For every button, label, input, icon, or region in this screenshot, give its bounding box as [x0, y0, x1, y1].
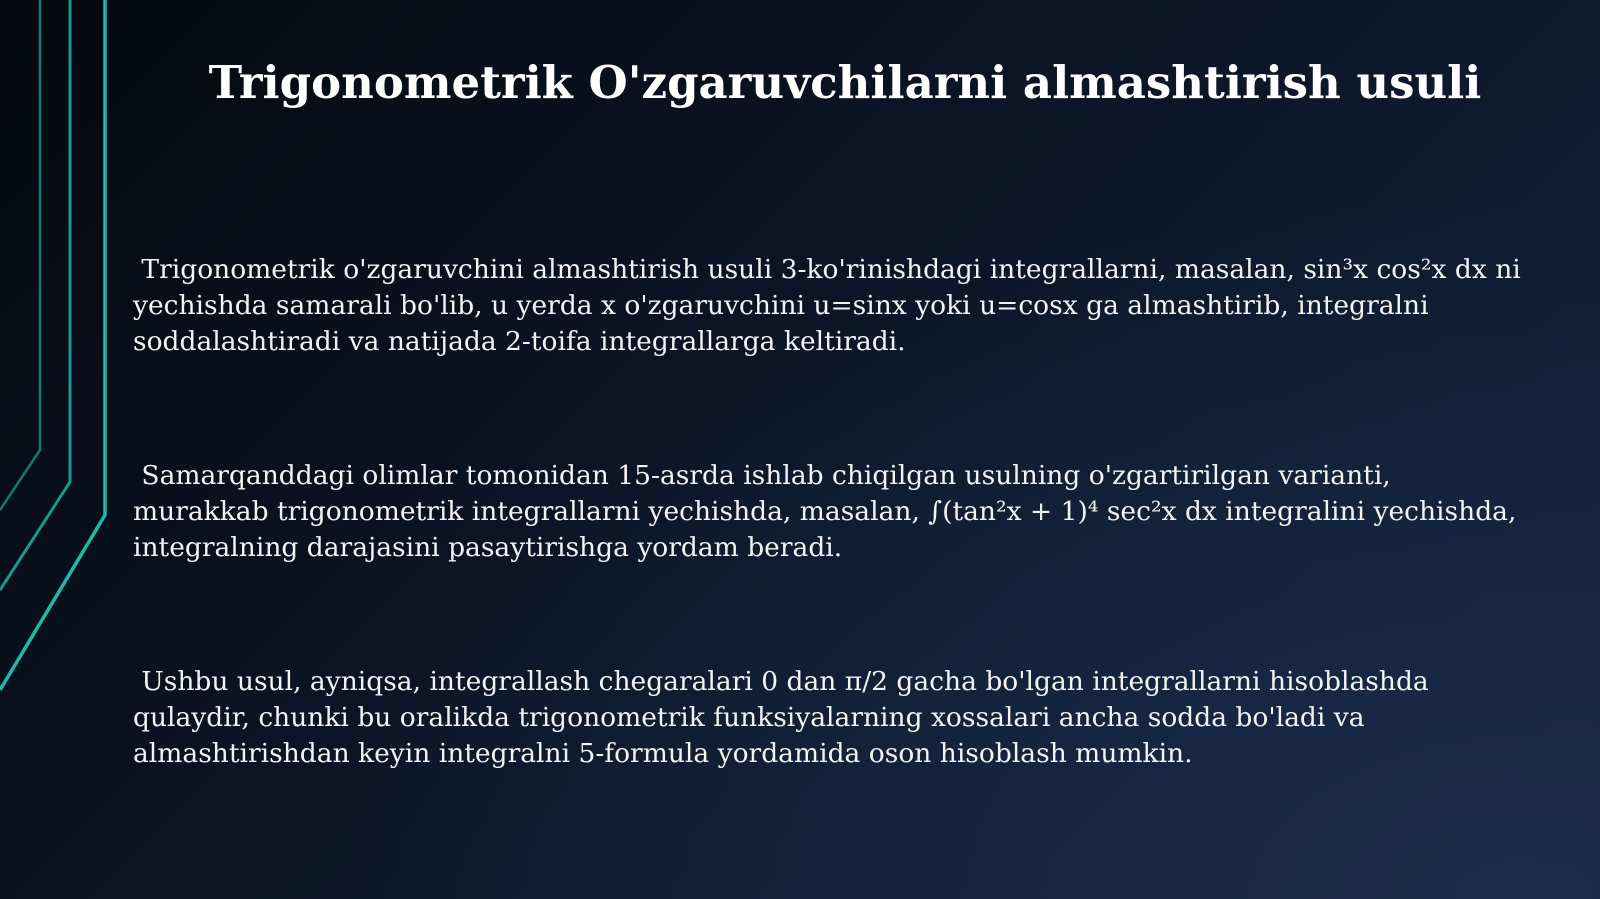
decor-line-middle: [0, 0, 70, 590]
slide-title: Trigonometrik O'zgaruvchilarni almashtirish usuli: [208, 56, 1482, 109]
decorative-circuit-lines: [0, 0, 120, 899]
decor-line-outer: [0, 0, 40, 510]
paragraph-substitution-method: Trigonometrik o'zgaruvchini almashtirish usuli 3-ko'rinishdagi integrallarni, masalan, sin³x cos²x dx ni yechishda samarali bo'lib, u yerda x o'zgaruvchini u=sinx yoki u=cosx ga almashtirib, integralni soddalashtiradi va natijada 2-toifa integrallarga keltiradi.: [133, 254, 1521, 357]
decor-line-inner: [0, 0, 105, 690]
paragraph-samarkand-variant: Samarqanddagi olimlar tomonidan 15-asrda ishlab chiqilgan usulning o'zgartirilgan varianti, murakkab trigonometrik integrallarni yechishda, masalan, ∫(tan²x + 1)⁴ sec²x dx integralini yechishda, integralning darajasini pasaytirishga yordam beradi.: [133, 460, 1517, 563]
paragraph-integration-limits: Ushbu usul, ayniqsa, integrallash chegaralari 0 dan π/2 gacha bo'lgan integrallarni hisoblashda qulaydir, chunki bu oralikda trigonometrik funksiyalarning xossalari ancha sodda bo'ladi va almashtirishdan keyin integralni 5-formula yordamida oson hisoblash mumkin.: [133, 666, 1429, 769]
